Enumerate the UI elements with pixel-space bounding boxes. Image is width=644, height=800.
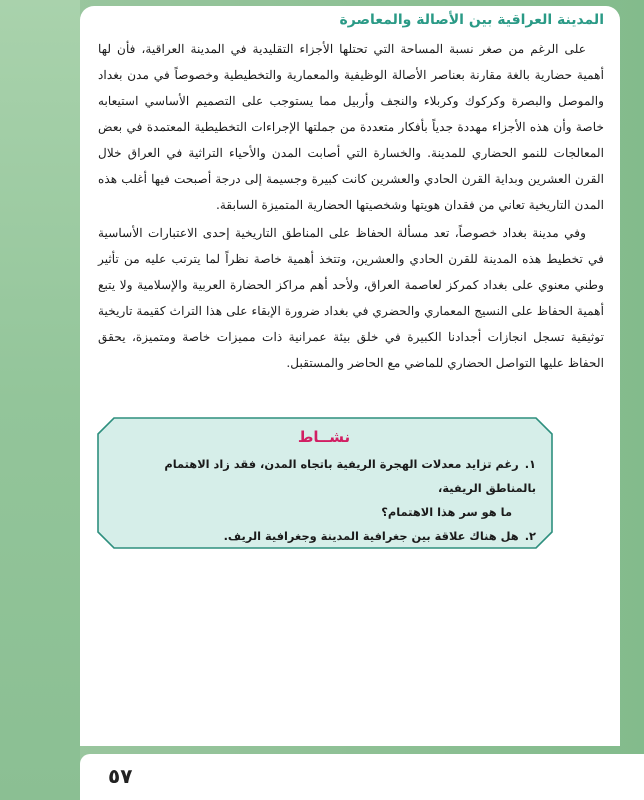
question-2-number: ٢. [524, 529, 536, 543]
question-1-line-2: ما هو سر هذا الاهتمام؟ [381, 505, 512, 519]
page-number: ٥٧ [108, 764, 133, 788]
page-footer [80, 754, 644, 800]
activity-box [112, 424, 536, 548]
activity-question-1 [112, 452, 536, 500]
paragraph-1: على الرغم من صغر نسبة المساحة التي تحتلها الأجزاء التقليدية في المدينة العراقية، فأن لها أهمية حضارية بالغة مقارنة بعناصر الأصالة الوظيفية والمعمارية والتخطيطية وخصوصاً في مدن بغداد والموصل والبصرة وكركوك وكربلاء والنجف وأربيل مما يستوجب على التصميم الأساسي استيعابه خاصة وأن هذه الأجزاء مهددة جدياً بأفكار متعددة من جملتها الإجراءات التخطيطية المعتمدة في بعض المعالجات للنمو الحضاري للمدينة. والخسارة التي أصابت المدن والأحياء التراثية في العراق خلال القرن العشرين وبداية القرن الحادي والعشرين كانت كبيرة وجسيمة إلى درجة أصبحت فيها أغلب هذه المدن التاريخية تعاني من فقدان هويتها وشخصيتها الحضارية المتميزة السابقة. [98, 42, 604, 212]
activity-title: نشــاط [297, 428, 351, 446]
main-text [98, 12, 604, 376]
question-1-number: ١. [524, 457, 536, 471]
question-2-text: هل هناك علاقة بين جغرافية المدينة وجغرافية الريف. [223, 529, 519, 543]
paragraph-2: وفي مدينة بغداد خصوصاً، تعد مسألة الحفاظ على المناطق التاريخية إحدى الاعتبارات الأساسية في تخطيط هذه المدينة للقرن الحادي والعشرين، وتتخذ أهمية خاصة نظراً لما يترتب عليه من تأثير وطني معنوي على بغداد كمركز لعاصمة العراق، ولأحد أهم مراكز الحضارة العربية والإسلامية ولا يتبع أهمية الحفاظ على النسيج المعماري والحضري في بغداد ضرورة الإبقاء على هذا التراث كقيمة تاريخية توثيقية تسجل انجازات أجدادنا الكبيرة في خلق بيئة عمرانية ذات مميزات خاصة ومتميزة، يحقق الحفاظ عليها التواصل الحضاري للماضي مع الحاضر والمستقبل. [98, 226, 604, 370]
question-1-line-1: رغم تزايد معدلات الهجرة الريفية باتجاه المدن، فقد زاد الاهتمام بالمناطق الريفية، [164, 457, 536, 495]
activity-question-2 [112, 524, 536, 548]
section-heading: المدينة العراقية بين الأصالة والمعاصرة [339, 12, 604, 28]
left-green-margin [0, 0, 80, 800]
